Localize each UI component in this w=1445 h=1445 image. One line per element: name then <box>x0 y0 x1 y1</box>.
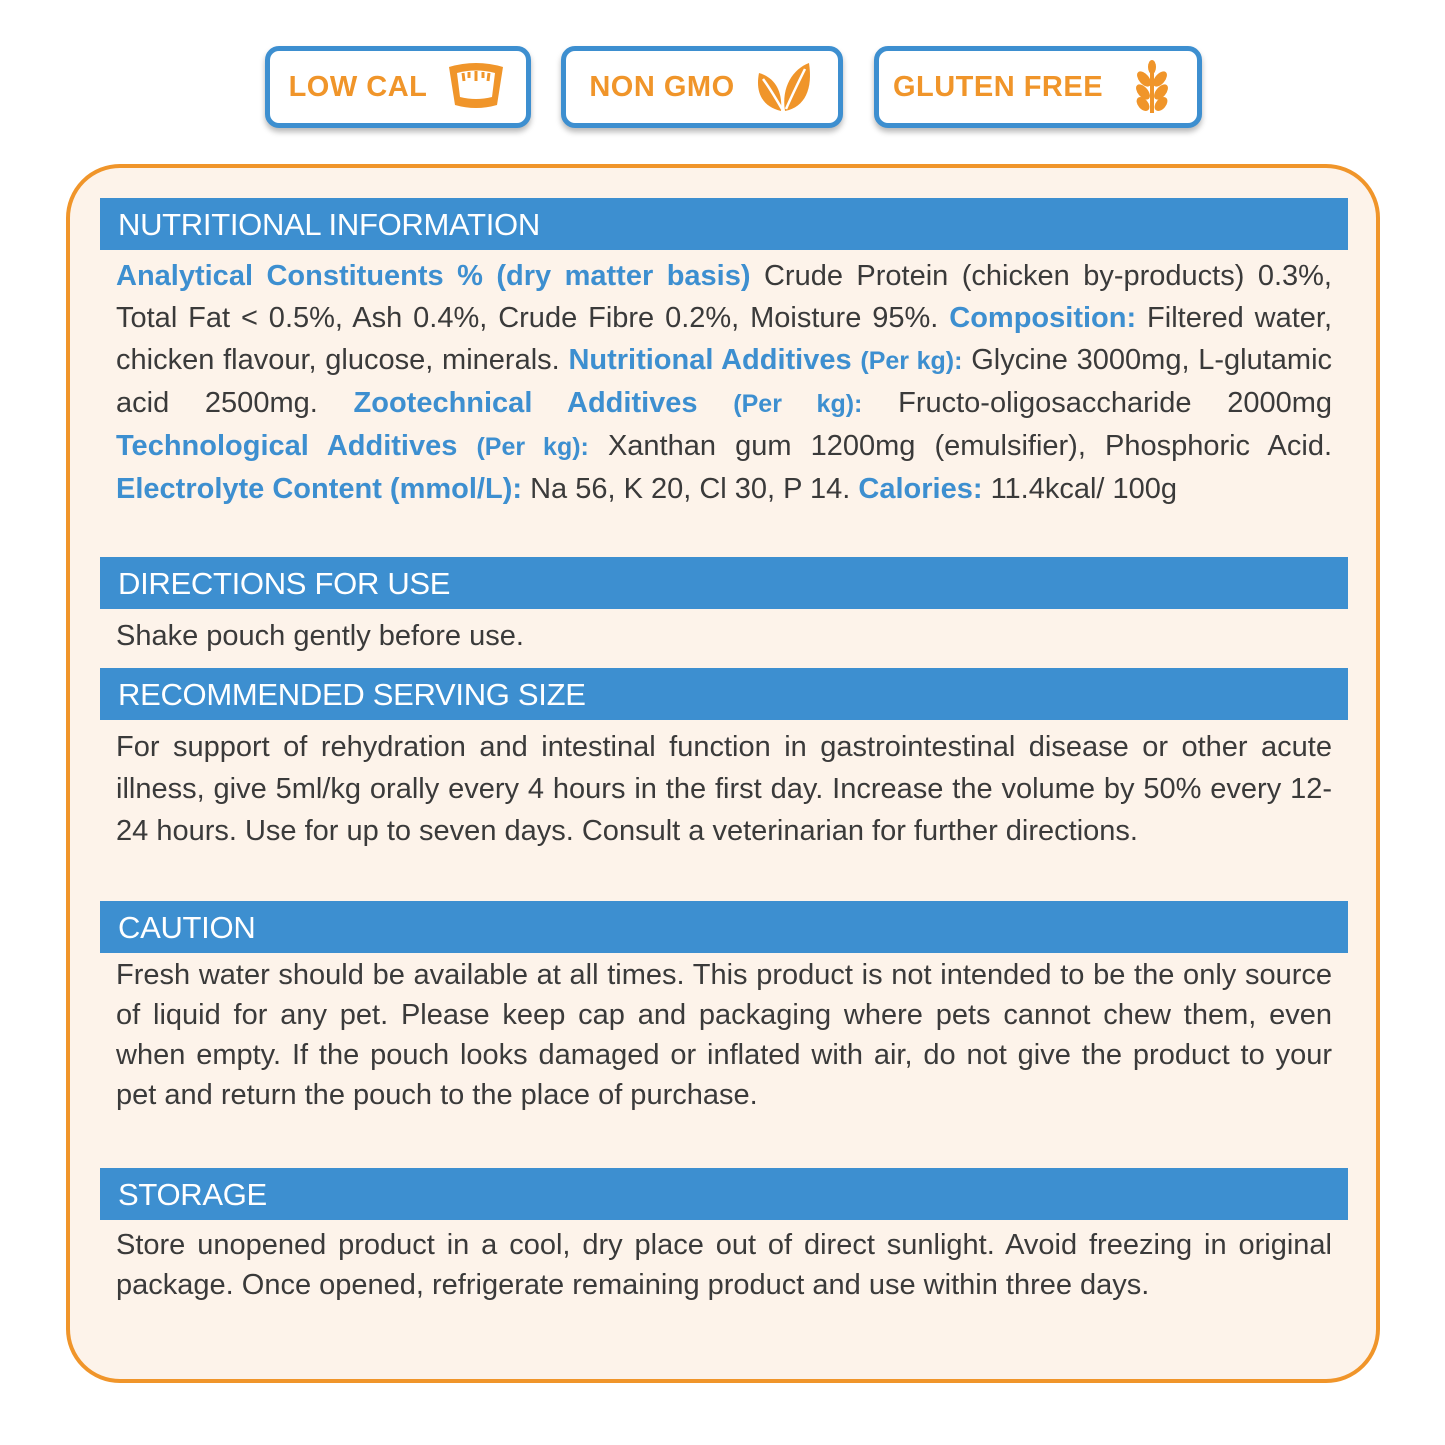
badge-gluten-free <box>874 46 1202 128</box>
calories-label: Calories: <box>858 473 983 505</box>
leaf-icon <box>753 59 815 115</box>
section-heading-serving: RECOMMENDED SERVING SIZE <box>100 668 1348 720</box>
nutritional-additives-unit: (Per kg): <box>860 347 963 375</box>
calories-text: 11.4kcal/ 100g <box>982 473 1178 505</box>
badge-low-cal <box>265 46 531 128</box>
zootechnical-text: Fructo-oligosaccharide 2000mg <box>862 387 1332 419</box>
zootechnical-unit: (Per kg): <box>733 390 863 418</box>
section-heading-caution: CAUTION <box>100 901 1348 953</box>
technological-text: Xanthan gum 1200mg (emulsifier), Phosphoric Acid. <box>588 430 1333 462</box>
badge-label: GLUTEN FREE <box>892 70 1104 103</box>
section-heading-nutrition: NUTRITIONAL INFORMATION <box>100 198 1348 250</box>
badge-label: LOW CAL <box>288 70 428 103</box>
nutrition-text <box>116 255 1332 510</box>
nutritional-additives-label: Nutritional Additives <box>568 344 852 376</box>
section-heading-directions: DIRECTIONS FOR USE <box>100 557 1348 609</box>
technological-unit: (Per kg): <box>476 433 589 461</box>
technological-label: Technological Additives <box>116 430 458 462</box>
zootechnical-label: Zootechnical Additives <box>353 387 698 419</box>
electrolyte-text: Na 56, K 20, Cl 30, P 14. <box>522 473 859 505</box>
directions-text: Shake pouch gently before use. <box>116 620 524 652</box>
scale-icon <box>445 59 507 115</box>
serving-text: For support of rehydration and intestinal function in gastrointestinal disease or other acute illness, give 5ml/kg orally every 4 hours in the first day. Increase the volume by 50% every 12-24 hours. Use for up to seven days. Consult a veterinarian for further directions. <box>116 731 1332 847</box>
analytical-text: Crude Protein (chicken by-products) 0.3%, Total Fat < 0.5%, Ash 0.4%, Crude Fibre 0.2%, Moisture 95%. <box>116 260 1332 334</box>
composition-text: Filtered water, chicken flavour, glucose, minerals. <box>116 302 1333 376</box>
electrolyte-label: Electrolyte Content (mmol/L): <box>116 473 523 505</box>
composition-label: Composition: <box>949 302 1137 334</box>
analytical-label: Analytical Constituents % (dry matter basis) <box>116 260 751 292</box>
caution-text: Fresh water should be available at all times. This product is not intended to be the only source of liquid for any pet. Please keep cap and packaging where pets cannot chew them, even when empty. If the pouch looks damaged or inflated with air, do not give the product to your pet and return the pouch to the place of purchase. <box>116 959 1332 1111</box>
wheat-icon <box>1121 59 1183 115</box>
storage-text: Store unopened product in a cool, dry place out of direct sunlight. Avoid freezing in original package. Once opened, refrigerate remaining product and use within three days. <box>116 1229 1332 1301</box>
section-heading-storage: STORAGE <box>100 1168 1348 1220</box>
nutritional-additives-text: Glycine 3000mg, L-glutamic acid 2500mg. <box>116 344 1333 419</box>
badge-non-gmo <box>561 46 843 128</box>
badge-label: NON GMO <box>589 70 735 103</box>
